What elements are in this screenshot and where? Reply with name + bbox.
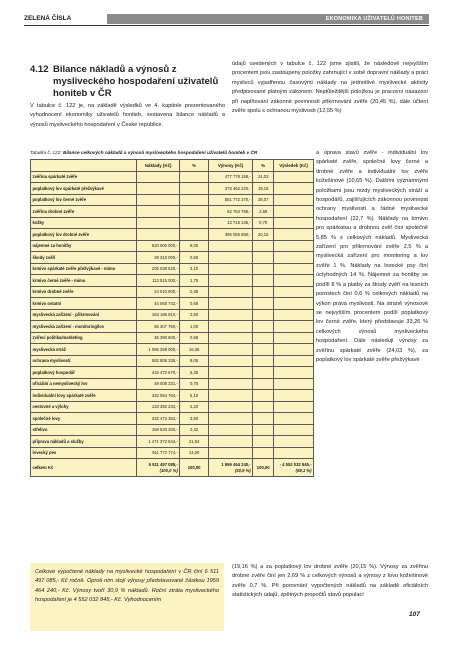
table-row xyxy=(31,252,314,264)
table-body xyxy=(31,171,314,459)
row-costs: 158 520 300,- xyxy=(137,424,180,436)
row-revenues-pct: 28,07 xyxy=(253,194,274,206)
row-revenues xyxy=(208,252,252,264)
row-result xyxy=(274,413,314,425)
row-result xyxy=(274,436,314,448)
row-costs-pct: 5,10 xyxy=(180,390,209,402)
table-header-cell: % xyxy=(180,160,209,172)
row-costs-pct: 2,50 xyxy=(180,309,209,321)
row-label: krmivo ostatní xyxy=(31,298,137,310)
row-costs xyxy=(137,206,180,218)
row-revenues xyxy=(208,378,252,390)
table-row xyxy=(31,401,314,413)
total-revenues-value: 1 959 464 240,- xyxy=(221,462,251,468)
row-costs-pct xyxy=(180,194,209,206)
row-result xyxy=(274,298,314,310)
table-row xyxy=(31,332,314,344)
row-revenues: 52 754 765,- xyxy=(208,206,252,218)
row-label: krmivo černé zvěře - mimo xyxy=(31,275,137,287)
row-label: zvěřina drobné zvěře xyxy=(31,206,137,218)
row-label: škody zvěří xyxy=(31,252,137,264)
row-result xyxy=(274,217,314,229)
row-revenues-pct: 20,15 xyxy=(253,229,274,241)
row-label: nájemné za honitby xyxy=(31,240,137,252)
table-row xyxy=(31,217,314,229)
total-costs-pct: 100,00 xyxy=(180,459,209,477)
row-costs xyxy=(137,229,180,241)
row-label: cestovné a výlohy xyxy=(31,401,137,413)
row-costs-pct: 1,75 xyxy=(180,275,209,287)
table-row xyxy=(31,436,314,448)
row-label: krmivo drobné zvěře xyxy=(31,286,137,298)
row-revenues-pct xyxy=(253,401,274,413)
header-left: ZELENÁ ČÍSLA xyxy=(24,14,107,24)
row-costs-pct xyxy=(180,183,209,195)
total-revenues-pct: 100,00 xyxy=(253,459,274,477)
row-costs: 133 392 234,- xyxy=(137,401,180,413)
row-revenues: 13 716 145,- xyxy=(208,217,252,229)
row-costs: 1 471 372 544,- xyxy=(137,436,180,448)
row-result xyxy=(274,275,314,287)
row-revenues: 477 778 158,- xyxy=(208,171,252,183)
table-row xyxy=(31,194,314,206)
table-header-cell: Výnosy (Kč) xyxy=(208,160,252,172)
row-revenues xyxy=(208,447,252,459)
row-revenues-pct xyxy=(253,263,274,275)
row-costs-pct: 6,35 xyxy=(180,367,209,379)
row-label: myslivecká zařízení - přikrmování xyxy=(31,309,137,321)
table-row xyxy=(31,171,314,183)
table-total-row xyxy=(31,459,314,477)
row-revenues-pct xyxy=(253,436,274,448)
row-revenues xyxy=(208,367,252,379)
row-revenues: 395 055 650,- xyxy=(208,229,252,241)
row-revenues xyxy=(208,413,252,425)
table-row xyxy=(31,275,314,287)
row-costs: 1 066 258 000,- xyxy=(137,344,180,356)
row-revenues-pct xyxy=(253,447,274,459)
row-costs: 205 038 520,- xyxy=(137,263,180,275)
row-revenues xyxy=(208,298,252,310)
row-costs: 49 008 331,- xyxy=(137,378,180,390)
summary-box: Celkové vypočtené náklady na myslivecké hospodaření v ČR činí 6 511 497 085,- Kč ročně. Oproti nim stojí výnosy představované částkou 1959 464 240,- Kč. Výnosy tvoří 30,9 % nákladů. Roční ztráta mysliveckého hospodaření je 4 552 032 845,- Kč. Vyhodnocením xyxy=(30,563,224,631)
row-costs: 592 806 336,- xyxy=(137,355,180,367)
table-row xyxy=(31,344,314,356)
row-costs-pct: 0,68 xyxy=(180,298,209,310)
row-costs: 911 772 774,- xyxy=(137,447,180,459)
row-result xyxy=(274,240,314,252)
row-costs-pct: 3,60 xyxy=(180,413,209,425)
row-result xyxy=(274,332,314,344)
row-revenues-pct xyxy=(253,332,274,344)
intro-paragraph: V tabulce č. 122 je, na základě výsledků ve 4. kapitole prezentovaného vyhodnocení ekonomiky uživatelů honiteb, sestavena bilance nákladů a výnosů mysliveckého hospodaření v České republice. xyxy=(30,103,225,128)
row-costs-pct: 0,75 xyxy=(180,378,209,390)
table-header-cell: Výsledek (Kč) xyxy=(274,160,314,172)
row-revenues: 375 462 220,- xyxy=(208,183,252,195)
row-costs-pct: 1,00 xyxy=(180,321,209,333)
table-row xyxy=(31,355,314,367)
row-result xyxy=(274,321,314,333)
header-right: EKONOMIKA UŽIVATELŮ HONITEB xyxy=(107,14,429,24)
row-label: myslivecká stráž xyxy=(31,344,137,356)
row-costs: 332 054 764,- xyxy=(137,390,180,402)
row-label: krmivo spárkaté zvěře přežvýkavé - mimo xyxy=(31,263,137,275)
row-result xyxy=(274,194,314,206)
row-revenues xyxy=(208,424,252,436)
row-costs xyxy=(137,194,180,206)
row-costs-pct: 3,10 xyxy=(180,263,209,275)
row-result xyxy=(274,344,314,356)
table-row xyxy=(31,378,314,390)
row-costs: 113 515 000,- xyxy=(137,275,180,287)
chapter-number: 4.12 xyxy=(30,64,49,75)
row-revenues xyxy=(208,321,252,333)
row-revenues xyxy=(208,344,252,356)
total-revenues-share: (30,9 %) xyxy=(234,467,251,473)
row-result xyxy=(274,252,314,264)
row-costs-pct: 2,20 xyxy=(180,401,209,413)
cost-revenue-table xyxy=(30,159,314,477)
right-column-text-bottom: (19,16 %) a za poplatkový lov drobné zvěře (20,15 %). Výnosy za zvěřinu drobné zvěře činí jen 2,69 % z celkových výnosů a výnosy z lovu kožešinové zvěře 0,7 %. Při porovnání vypočtených nákladů na základě oficiálních statistických údajů, zpětných propočtů stavů populací xyxy=(232,564,428,599)
chapter-title: Bilance nákladů a výnosů z mysliveckého hospodaření uživatelů honiteb v ČR xyxy=(53,64,219,99)
row-revenues-pct xyxy=(253,240,274,252)
total-costs xyxy=(137,459,180,477)
row-revenues-pct xyxy=(253,378,274,390)
row-label: příprava nákladů a služby xyxy=(31,436,137,448)
row-costs-pct: 21,94 xyxy=(180,436,209,448)
row-costs: 45 390 600,- xyxy=(137,332,180,344)
row-revenues xyxy=(208,390,252,402)
row-revenues-pct: 24,03 xyxy=(253,171,274,183)
row-costs: 65 307 760,- xyxy=(137,321,180,333)
row-costs xyxy=(137,217,180,229)
row-result xyxy=(274,206,314,218)
row-costs: 39 310 000,- xyxy=(137,252,180,264)
row-costs-pct: 0,68 xyxy=(180,332,209,344)
row-revenues xyxy=(208,309,252,321)
table-row xyxy=(31,413,314,425)
row-label: poplatkový lov spárkaté přežvýkavé xyxy=(31,183,137,195)
right-column-text-top: údajů uvedených v tabulce č. 122 jsme zjistili, že následově nejvyšším procentem jsou zastoupeny položky zahrnující v sobě dopravní náklady a práci myslivců vyjadřenou časovými náklady na jednotlivé myslivecké aktivity předpisované platným zákonem. Nejdůležitější položkou je pracovní nasazení při naplňování zákonné povinnosti přikrmování zvěře (20,45 %), dále účtení zvěře spolu s ochranou myslivosti (12,55 %) xyxy=(232,61,428,115)
row-revenues xyxy=(208,286,252,298)
row-revenues-pct xyxy=(253,367,274,379)
row-result xyxy=(274,390,314,402)
row-costs-pct: 0,60 xyxy=(180,252,209,264)
table-row xyxy=(31,367,314,379)
row-revenues: 551 772 270,- xyxy=(208,194,252,206)
row-costs: 415 472 670,- xyxy=(137,367,180,379)
table-header-cell xyxy=(31,160,137,172)
row-label: ochrana myslivosti xyxy=(31,355,137,367)
header-rule xyxy=(24,25,429,26)
row-revenues-pct xyxy=(253,355,274,367)
row-costs-pct: 14,00 xyxy=(180,447,209,459)
row-costs-pct xyxy=(180,229,209,241)
row-result xyxy=(274,378,314,390)
row-costs-pct xyxy=(180,217,209,229)
table-header-cell: % xyxy=(253,160,274,172)
row-revenues-pct: 0,70 xyxy=(253,217,274,229)
row-costs-pct: 16,36 xyxy=(180,344,209,356)
row-label: střelivo xyxy=(31,424,137,436)
row-revenues-pct xyxy=(253,298,274,310)
row-result xyxy=(274,229,314,241)
row-revenues-pct xyxy=(253,390,274,402)
row-result xyxy=(274,171,314,183)
row-label: myslivecká zařízení - monitoring/lov xyxy=(31,321,137,333)
row-result xyxy=(274,263,314,275)
table-row xyxy=(31,424,314,436)
row-revenues-pct xyxy=(253,413,274,425)
row-revenues xyxy=(208,240,252,252)
row-revenues-pct: 2,69 xyxy=(253,206,274,218)
row-label: poplatkový hospodář xyxy=(31,367,137,379)
row-costs-pct: 8,00 xyxy=(180,240,209,252)
row-label: poplatkový lov černé zvěře xyxy=(31,194,137,206)
row-revenues-pct xyxy=(253,321,274,333)
row-revenues xyxy=(208,332,252,344)
total-revenues xyxy=(208,459,252,477)
row-revenues-pct xyxy=(253,344,274,356)
row-label: oficiální a nemyslivecký lov xyxy=(31,378,137,390)
row-revenues-pct xyxy=(253,252,274,264)
row-result xyxy=(274,355,314,367)
table-row xyxy=(31,286,314,298)
table-caption-text: Bilance celkových nákladů a výnosů mysliveckého hospodaření uživatelů honiteb v ČR xyxy=(62,150,258,155)
row-label: individuální lovy spárkaté zvěře xyxy=(31,390,137,402)
page-number: 107 xyxy=(409,611,420,618)
total-label: celkem Kč xyxy=(31,459,137,477)
row-revenues xyxy=(208,401,252,413)
row-revenues-pct xyxy=(253,286,274,298)
total-result-share: (69,1 %) xyxy=(295,467,312,473)
row-label: lovecký pes xyxy=(31,447,137,459)
row-costs xyxy=(137,171,180,183)
total-result-value: - 4 552 032 845,- xyxy=(279,462,312,468)
table-row xyxy=(31,263,314,275)
table-caption-prefix: Tabulka č. 122: xyxy=(30,150,62,155)
row-costs: 24 010 600,- xyxy=(137,286,180,298)
row-result xyxy=(274,309,314,321)
table-header-row xyxy=(31,160,314,172)
total-costs-share: (100,0 %) xyxy=(159,467,178,473)
row-label: zvířecí politika/marketing xyxy=(31,332,137,344)
table-row xyxy=(31,447,314,459)
row-label: poplatkový lov drobné zvěře xyxy=(31,229,137,241)
right-column-text-narrow: a úprava stavů zvěře - individuální lov spárkaté zvěře, společné lovy černé a drobné zvěře a individuální lov zvěře kožešinové (10,65 %). Dalšími významnými položkami jsou mzdy mysliveckých stráží a hospodářů, zajišťujících zákonnou povinnost ochrany myslivosti a řádné myslivecké hospodaření (22,7 %). Náklady na krmivo pro spárkatou a drobnou zvěř činí společně 5,85 % z celkových nákladů. Myslivecká zařízení pro přikrmování zvěře 2,5 % a myslivecká zařízení pro monitoring a lov zvěře 1 %. Náklady na lovecké psy činí úctyhodných 14 %. Nájemné za honitby se podílí 8 % a platby za škody zvěří na lesních porostech činí 0,6 % celkových nákladů na výkon práva myslivosti. Na straně výnosové se nejvyšším procentem podílí poplatkový lov černé zvěře, který představuje 33,26 % celkových výnosů mysliveckého hospodaření. Dále následují výnosy za zvěřinu spárkaté zvěře (24,03 %), za poplatkový lov spárkaté zvěře přežvýkavé xyxy=(316,150,428,363)
row-revenues-pct xyxy=(253,309,274,321)
row-costs xyxy=(137,183,180,195)
running-header xyxy=(24,14,429,24)
row-result xyxy=(274,367,314,379)
total-result xyxy=(274,459,314,477)
table-row xyxy=(31,206,314,218)
row-revenues xyxy=(208,263,252,275)
table-row xyxy=(31,229,314,241)
total-costs-value: 6 511 497 085,- xyxy=(148,462,178,468)
table-row xyxy=(31,390,314,402)
row-costs: 44 068 742,- xyxy=(137,298,180,310)
row-costs: 520 000 000,- xyxy=(137,240,180,252)
row-result xyxy=(274,286,314,298)
row-costs-pct: 9,05 xyxy=(180,355,209,367)
table-row xyxy=(31,321,314,333)
row-revenues xyxy=(208,275,252,287)
table-header-cell: Náklady (Kč) xyxy=(137,160,180,172)
row-result xyxy=(274,183,314,195)
row-label: společné lovy xyxy=(31,413,137,425)
row-result xyxy=(274,424,314,436)
table-row xyxy=(31,183,314,195)
row-costs-pct: 2,42 xyxy=(180,424,209,436)
row-costs: 163 185 910,- xyxy=(137,309,180,321)
row-costs: 232 473 352,- xyxy=(137,413,180,425)
table-row xyxy=(31,309,314,321)
table-caption xyxy=(30,150,314,155)
row-label: zvěřina spárkaté zvěře xyxy=(31,171,137,183)
row-result xyxy=(274,401,314,413)
row-costs-pct: 0,38 xyxy=(180,286,209,298)
row-revenues xyxy=(208,436,252,448)
row-revenues xyxy=(208,355,252,367)
row-revenues-pct xyxy=(253,275,274,287)
row-label: kožky xyxy=(31,217,137,229)
row-revenues-pct: 19,16 xyxy=(253,183,274,195)
row-costs-pct xyxy=(180,171,209,183)
row-costs-pct xyxy=(180,206,209,218)
row-result xyxy=(274,447,314,459)
table-row xyxy=(31,298,314,310)
row-revenues-pct xyxy=(253,424,274,436)
table-row xyxy=(31,240,314,252)
